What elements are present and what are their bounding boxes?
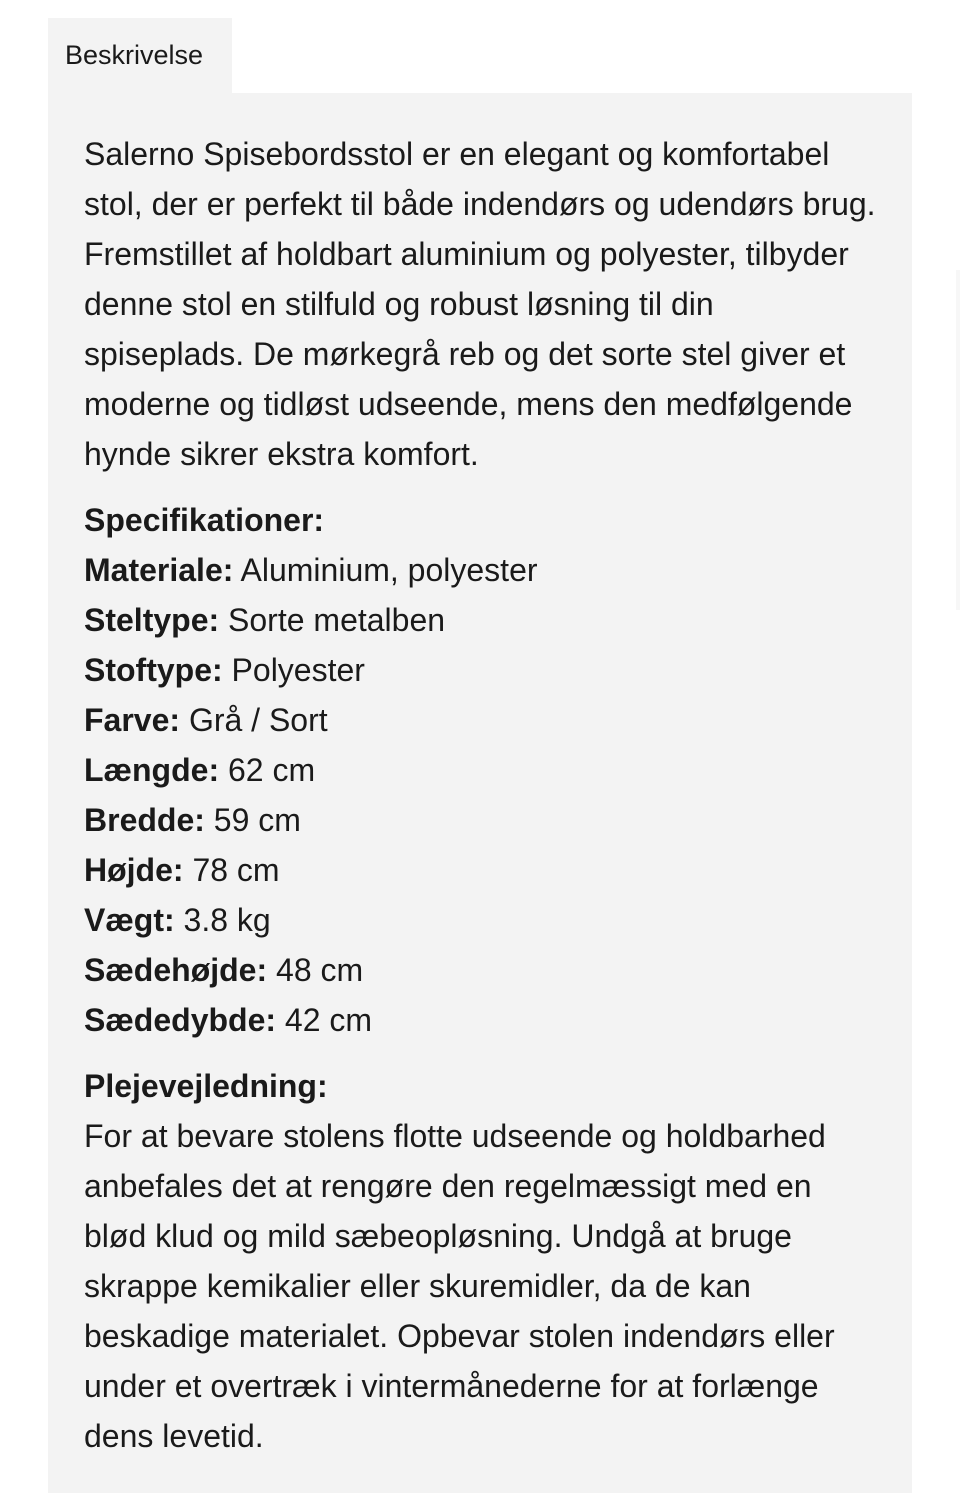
spec-value: 42 cm [276,1002,373,1038]
spec-label: Højde: [84,852,184,888]
spec-label: Farve: [84,702,181,738]
spec-label: Stoftype: [84,652,223,688]
spec-label: Sædehøjde: [84,952,268,988]
specs-heading: Specifikationer: [84,502,325,538]
spec-row-bredde [84,795,876,845]
tab-label: Beskrivelse [65,40,204,70]
spec-value: 62 cm [219,752,316,788]
spec-row-materiale [84,545,876,595]
spec-row-vaegt [84,895,876,945]
spec-value: Aluminium, polyester [233,552,538,588]
tab-beskrivelse[interactable] [48,18,232,94]
spec-label: Sædedybde: [84,1002,277,1038]
scrollbar-edge [956,270,960,610]
spec-row-hojde [84,845,876,895]
spec-row-stoftype [84,645,876,695]
care-heading: Plejevejledning: [84,1068,328,1104]
spec-value: 59 cm [204,802,301,838]
spec-row-saededybde [84,995,876,1045]
spec-label: Bredde: [84,802,205,838]
spec-row-laengde [84,745,876,795]
spec-label: Vægt: [84,902,175,938]
spec-value: Polyester [222,652,365,688]
spec-label: Længde: [84,752,220,788]
spec-value: Sorte metalben [219,602,446,638]
spec-row-steltype [84,595,876,645]
specs-list [84,545,876,1045]
spec-value: Grå / Sort [180,702,328,738]
spec-row-farve [84,695,876,745]
spec-value: 3.8 kg [174,902,271,938]
spec-label: Steltype: [84,602,220,638]
care-instructions: For at bevare stolens flotte udseende og holdbarhed anbefales det at rengøre den regelmæssigt med en blød klud og mild sæbeopløsning. Undgå at bruge skrappe kemikalier eller skuremidler, da de kan beskadige materialet. Opbevar stolen indendørs eller under et overtræk i vintermånederne for at forlænge dens levetid. [84,1118,835,1454]
spec-value: 48 cm [267,952,364,988]
spec-value: 78 cm [183,852,280,888]
description-panel [48,93,912,1493]
spec-row-saedehojde [84,945,876,995]
spec-label: Materiale: [84,552,234,588]
product-description: Salerno Spisebordsstol er en elegant og komfortabel stol, der er perfekt til både indendørs og udendørs brug. Fremstillet af holdbart aluminium og polyester, tilbyder denne stol en stilfuld og robust løsning til din spiseplads. De mørkegrå reb og det sorte stel giver et moderne og tidløst udseende, mens den medfølgende hynde sikrer ekstra komfort. [84,136,876,472]
